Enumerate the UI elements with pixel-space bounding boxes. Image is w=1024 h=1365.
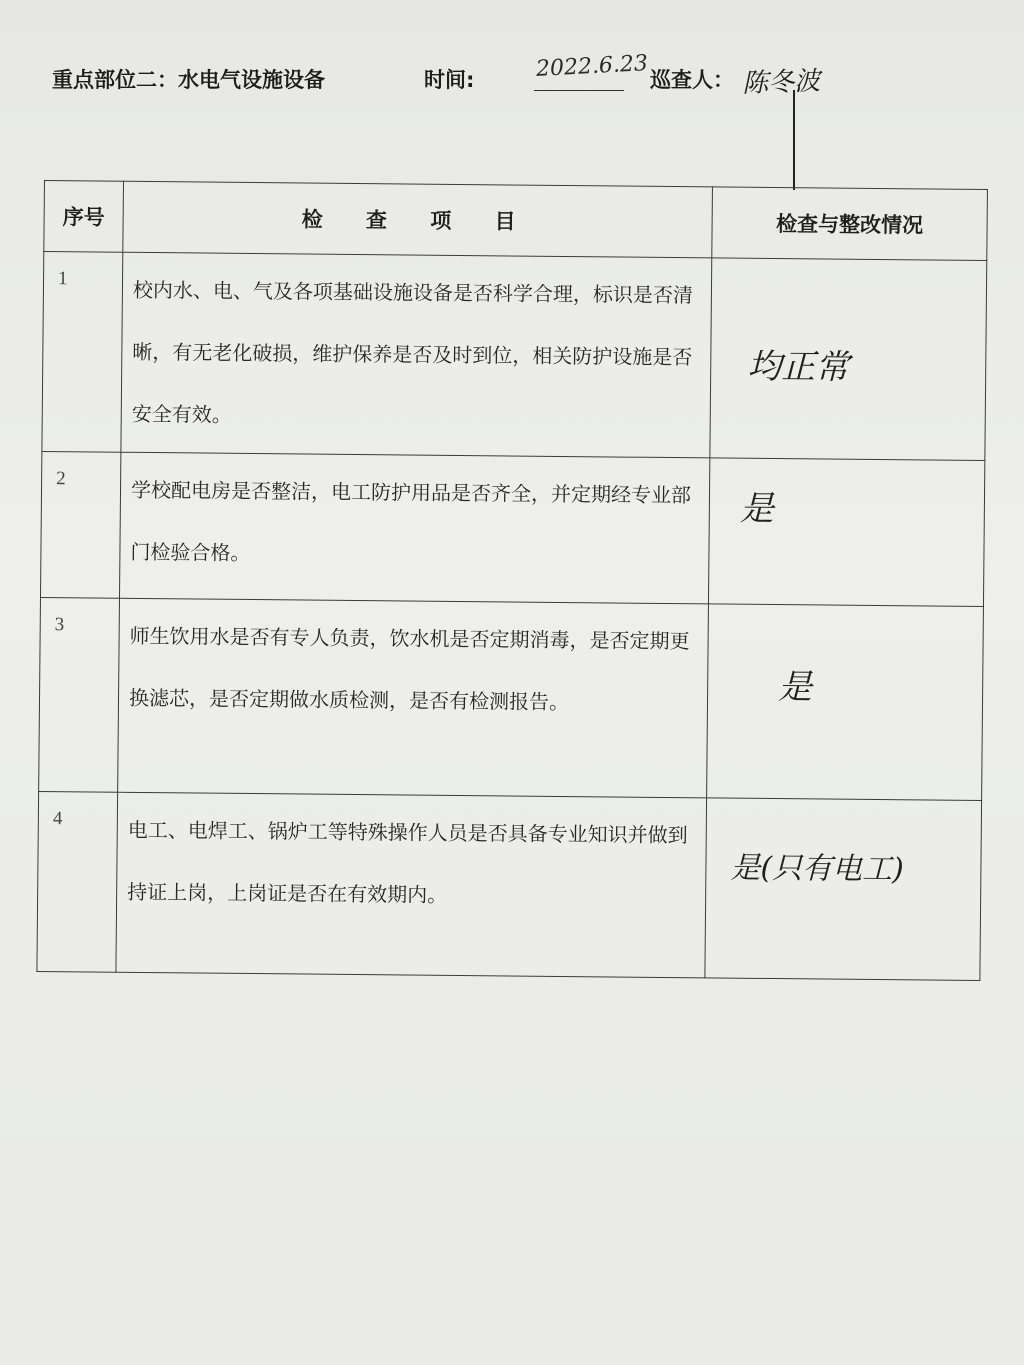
row-number: 3	[39, 597, 120, 792]
inspection-table	[36, 180, 988, 981]
column-header-number: 序号	[44, 181, 124, 253]
row-result-handwritten: 均正常	[710, 258, 987, 461]
signature-stroke	[792, 90, 796, 190]
row-item: 学校配电房是否整洁，电工防护用品是否齐全，并定期经专业部门检验合格。	[119, 452, 709, 604]
inspector-signature: 陈冬波	[741, 66, 821, 100]
time-label: 时间:	[424, 68, 475, 92]
row-number: 4	[37, 791, 118, 972]
row-result-handwritten: 是	[707, 604, 984, 801]
column-header-result: 检查与整改情况	[712, 187, 988, 261]
row-number: 2	[40, 451, 120, 598]
row-number: 1	[42, 252, 123, 453]
row-result-handwritten: 是	[708, 458, 984, 607]
inspector-label: 巡查人：	[650, 68, 734, 92]
row-item: 校内水、电、气及各项基础设施设备是否科学合理，标识是否清晰，有无老化破损，维护保养是否及时到位，相关防护设施是否安全有效。	[121, 252, 712, 458]
column-header-item: 检 查 项 目	[123, 181, 713, 258]
table-row	[42, 252, 987, 461]
form-title: 重点部位二：水电气设施设备	[52, 68, 325, 92]
time-underline	[534, 90, 624, 91]
table-row	[40, 451, 984, 606]
form-header	[52, 51, 992, 120]
row-result-handwritten: 是(只有电工)	[705, 798, 982, 981]
table-row	[37, 791, 982, 980]
row-item: 电工、电焊工、锅炉工等特殊操作人员是否具备专业知识并做到持证上岗，上岗证是否在有效期内。	[116, 792, 707, 978]
row-item: 师生饮用水是否有专人负责，饮水机是否定期消毒，是否定期更换滤芯，是否定期做水质检测，是否有检测报告。	[118, 598, 709, 798]
table-row	[39, 597, 984, 800]
time-value-handwritten: 2022.6.23	[535, 51, 649, 82]
table-header-row	[44, 181, 988, 261]
